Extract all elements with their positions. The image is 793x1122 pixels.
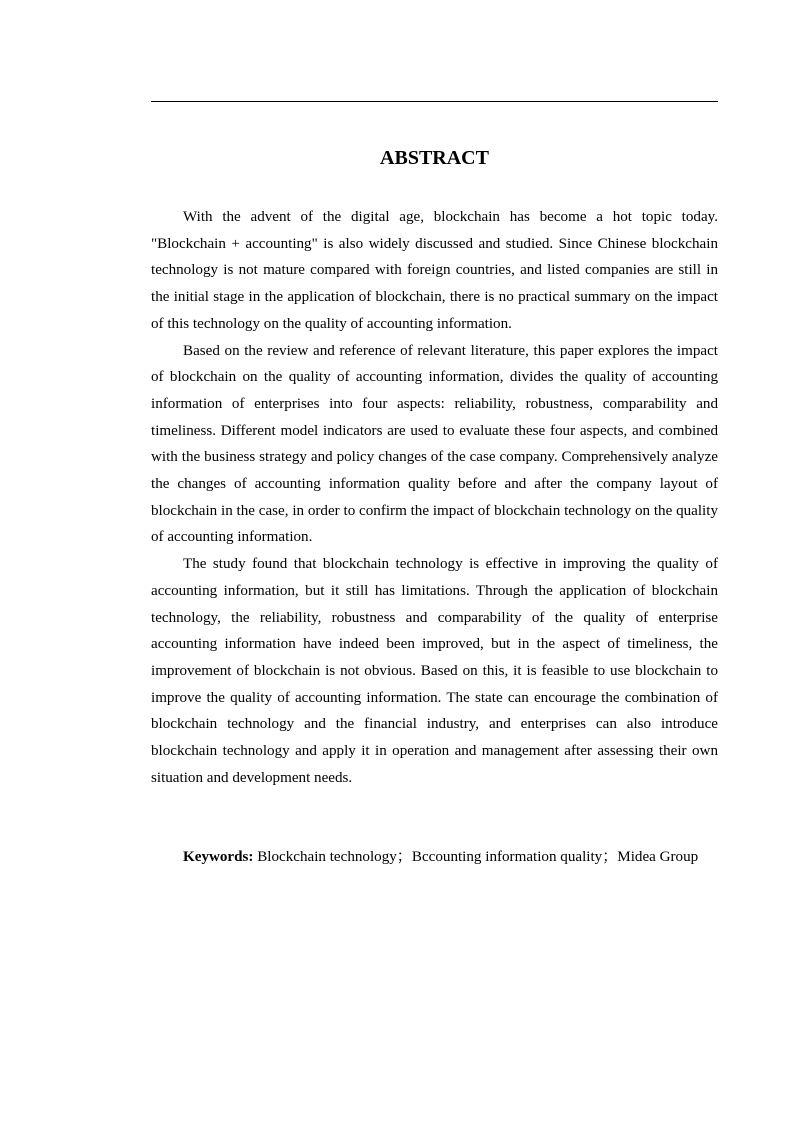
- header-rule: [151, 101, 718, 102]
- keywords-line: [151, 844, 718, 871]
- abstract-body: [151, 204, 718, 791]
- abstract-paragraph-2: Based on the review and reference of relevant literature, this paper explores the impact of blockchain on the quality of accounting information, divides the quality of accounting information of enterprises into four aspects: reliability, robustness, comparability and timeliness. Different model indicators are used to evaluate these four aspects, and combined with the business strategy and policy changes of the case company. Comprehensively analyze the changes of accounting information quality before and after the company layout of blockchain in the case, in order to confirm the impact of blockchain technology on the quality of accounting information.: [151, 342, 718, 546]
- keywords-label: Keywords:: [183, 849, 254, 865]
- keywords-text: Blockchain technology；Bccounting information quality；Midea Group: [253, 849, 699, 865]
- abstract-paragraph-1: With the advent of the digital age, blockchain has become a hot topic today. "Blockchain + accounting" is also widely discussed and studied. Since Chinese blockchain technology is not mature compared with foreign countries, and listed companies are still in the initial stage in the application of blockchain, there is no practical summary on the impact of this technology on the quality of accounting information.: [151, 209, 718, 332]
- abstract-paragraph-3: The study found that blockchain technology is effective in improving the quality of accounting information, but it still has limitations. Through the application of blockchain technology, the reliability, robustness and comparability of the quality of enterprise accounting information have indeed been improved, but in the aspect of timeliness, the improvement of blockchain is not obvious. Based on this, it is feasible to use blockchain to improve the quality of accounting information. The state can encourage the combination of blockchain technology and the financial industry, and enterprises can also introduce blockchain technology and apply it in operation and management after assessing their own situation and development needs.: [151, 556, 718, 786]
- abstract-title: ABSTRACT: [380, 147, 489, 169]
- document-page: [151, 0, 718, 1122]
